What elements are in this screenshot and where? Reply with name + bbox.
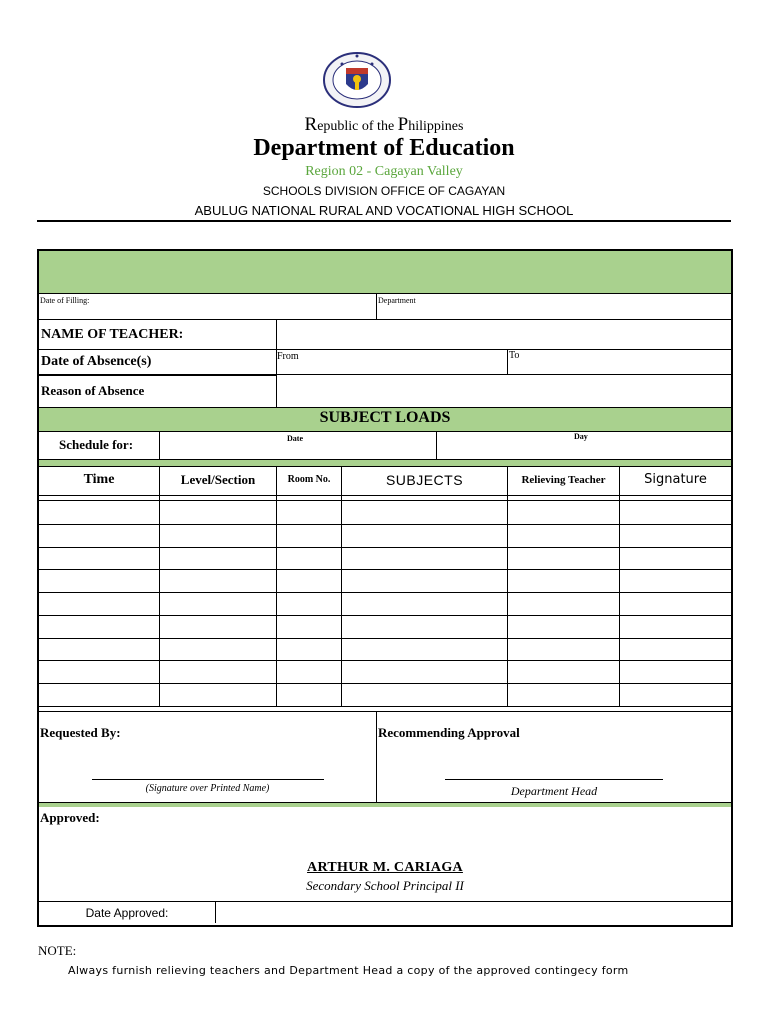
table-cell[interactable] [277,615,341,638]
to-label: To [509,350,520,361]
rule [39,374,277,376]
table-cell[interactable] [160,660,276,683]
republic-line [0,114,768,136]
rule [39,466,731,467]
col-level-section-header: Level/Section [180,472,256,487]
table-cell[interactable] [342,547,507,570]
note-heading: NOTE: [38,943,77,958]
table-cell[interactable] [277,683,341,706]
col-subjects-header: SUBJECTS [385,472,464,488]
name-of-teacher-label: NAME OF TEACHER: [41,327,184,342]
deped-seal-logo [322,52,392,108]
table-cell[interactable] [39,660,159,683]
table-cell[interactable] [39,592,159,615]
rule [215,901,216,923]
republic-initial-p: P [397,114,409,135]
department-field[interactable] [429,295,729,317]
col-room-header: Room No. [287,474,331,485]
table-cell[interactable] [160,592,276,615]
rule [341,466,342,706]
to-date-field[interactable] [527,351,727,373]
approved-label: Approved: [40,810,100,825]
rule [39,706,731,707]
table-cell[interactable] [342,569,507,592]
table-cell[interactable] [277,592,341,615]
republic-initial-r: R [304,114,318,135]
table-cell[interactable] [508,547,619,570]
schedule-for-label: Schedule for: [59,437,134,452]
from-date-field[interactable] [301,351,506,373]
table-cell[interactable] [342,615,507,638]
dept-head-signature-line[interactable] [445,779,663,780]
rule [39,495,731,496]
date-label: Date [287,434,303,443]
table-cell[interactable] [277,524,341,547]
table-cell[interactable] [508,638,619,661]
table-row [39,660,731,683]
rule [277,374,731,375]
department-title: Department of Education [253,135,515,161]
title-band [39,251,731,293]
day-label: Day [574,432,588,441]
table-row [39,683,731,706]
table-cell[interactable] [620,660,731,683]
rule [39,349,731,350]
recommending-approval-label: Recommending Approval [378,725,520,740]
school-name: ABULUG NATIONAL RURAL AND VOCATIONAL HIGH SCHOOL [194,203,574,218]
name-of-teacher-field[interactable] [277,320,729,349]
department-head-caption: Department Head [510,784,598,798]
table-cell[interactable] [508,501,619,524]
table-cell[interactable] [508,569,619,592]
schedule-date-field[interactable] [160,444,435,458]
rule [507,349,508,374]
principal-name: ARTHUR M. CARIAGA [307,860,463,875]
table-cell[interactable] [160,501,276,524]
col-relieving-header: Relieving Teacher [521,474,606,486]
table-cell[interactable] [39,524,159,547]
table-cell[interactable] [620,524,731,547]
table-cell[interactable] [160,547,276,570]
rule [39,293,731,294]
schedule-day-field[interactable] [437,444,729,458]
date-of-filing-field[interactable] [119,295,375,317]
table-row [39,592,731,615]
principal-title: Secondary School Principal II [306,878,464,893]
division-office: SCHOOLS DIVISION OFFICE OF CAGAYAN [262,184,506,198]
table-cell[interactable] [39,615,159,638]
requested-by-label: Requested By: [40,725,121,740]
table-cell[interactable] [508,592,619,615]
green-strip [39,803,731,807]
requester-signature-line[interactable] [92,779,324,780]
table-cell[interactable] [277,501,341,524]
table-cell[interactable] [39,683,159,706]
table-cell[interactable] [160,524,276,547]
table-cell[interactable] [620,592,731,615]
table-cell[interactable] [342,501,507,524]
table-row [39,569,731,592]
rule [619,466,620,706]
rule [39,711,731,712]
table-cell[interactable] [620,615,731,638]
table-cell[interactable] [342,524,507,547]
date-of-absence-label: Date of Absence(s) [41,354,152,369]
department-label: Department [378,296,416,305]
signature-caption: (Signature over Printed Name) [145,783,270,794]
table-cell[interactable] [342,660,507,683]
rule [276,466,277,706]
table-cell[interactable] [39,638,159,661]
col-time-header: Time [83,472,115,487]
table-cell[interactable] [277,660,341,683]
table-row [39,547,731,570]
table-cell[interactable] [160,569,276,592]
table-cell[interactable] [508,660,619,683]
rule [159,466,160,706]
table-cell[interactable] [39,501,159,524]
table-cell[interactable] [508,683,619,706]
rule [507,466,508,706]
col-signature-header: Signature [644,472,707,487]
from-label: From [277,351,299,362]
rule [376,294,377,319]
table-cell[interactable] [277,547,341,570]
table-cell[interactable] [620,683,731,706]
table-cell[interactable] [160,615,276,638]
table-cell[interactable] [39,547,159,570]
date-of-filing-label: Date of Filling: [40,296,90,305]
rule [39,431,731,432]
table-cell[interactable] [277,569,341,592]
table-cell[interactable] [39,569,159,592]
date-approved-label: Date Approved: [85,906,169,920]
table-cell[interactable] [620,547,731,570]
table-row [39,638,731,661]
table-cell[interactable] [342,638,507,661]
table-cell[interactable] [277,638,341,661]
rule [39,901,731,902]
republic-text: epublic of the [317,119,398,134]
table-cell[interactable] [620,638,731,661]
table-cell[interactable] [508,524,619,547]
header-divider [37,220,731,222]
table-row [39,524,731,547]
contingency-form [37,249,733,927]
republic-text-end: hilippines [408,119,464,134]
reason-of-absence-label: Reason of Absence [41,383,145,398]
note-text: Always furnish relieving teachers and Department Head a copy of the approved contingecy form [68,964,629,977]
table-cell[interactable] [160,638,276,661]
region-label: Region 02 - Cagayan Valley [305,164,463,179]
reason-field[interactable] [277,376,729,406]
subject-loads-heading: SUBJECT LOADS [319,409,451,426]
table-row [39,615,731,638]
table-cell[interactable] [342,592,507,615]
table-cell[interactable] [508,615,619,638]
date-approved-field[interactable] [217,903,729,921]
table-cell[interactable] [620,569,731,592]
table-row [39,501,731,524]
table-cell[interactable] [620,501,731,524]
table-cell[interactable] [160,683,276,706]
table-cell[interactable] [342,683,507,706]
